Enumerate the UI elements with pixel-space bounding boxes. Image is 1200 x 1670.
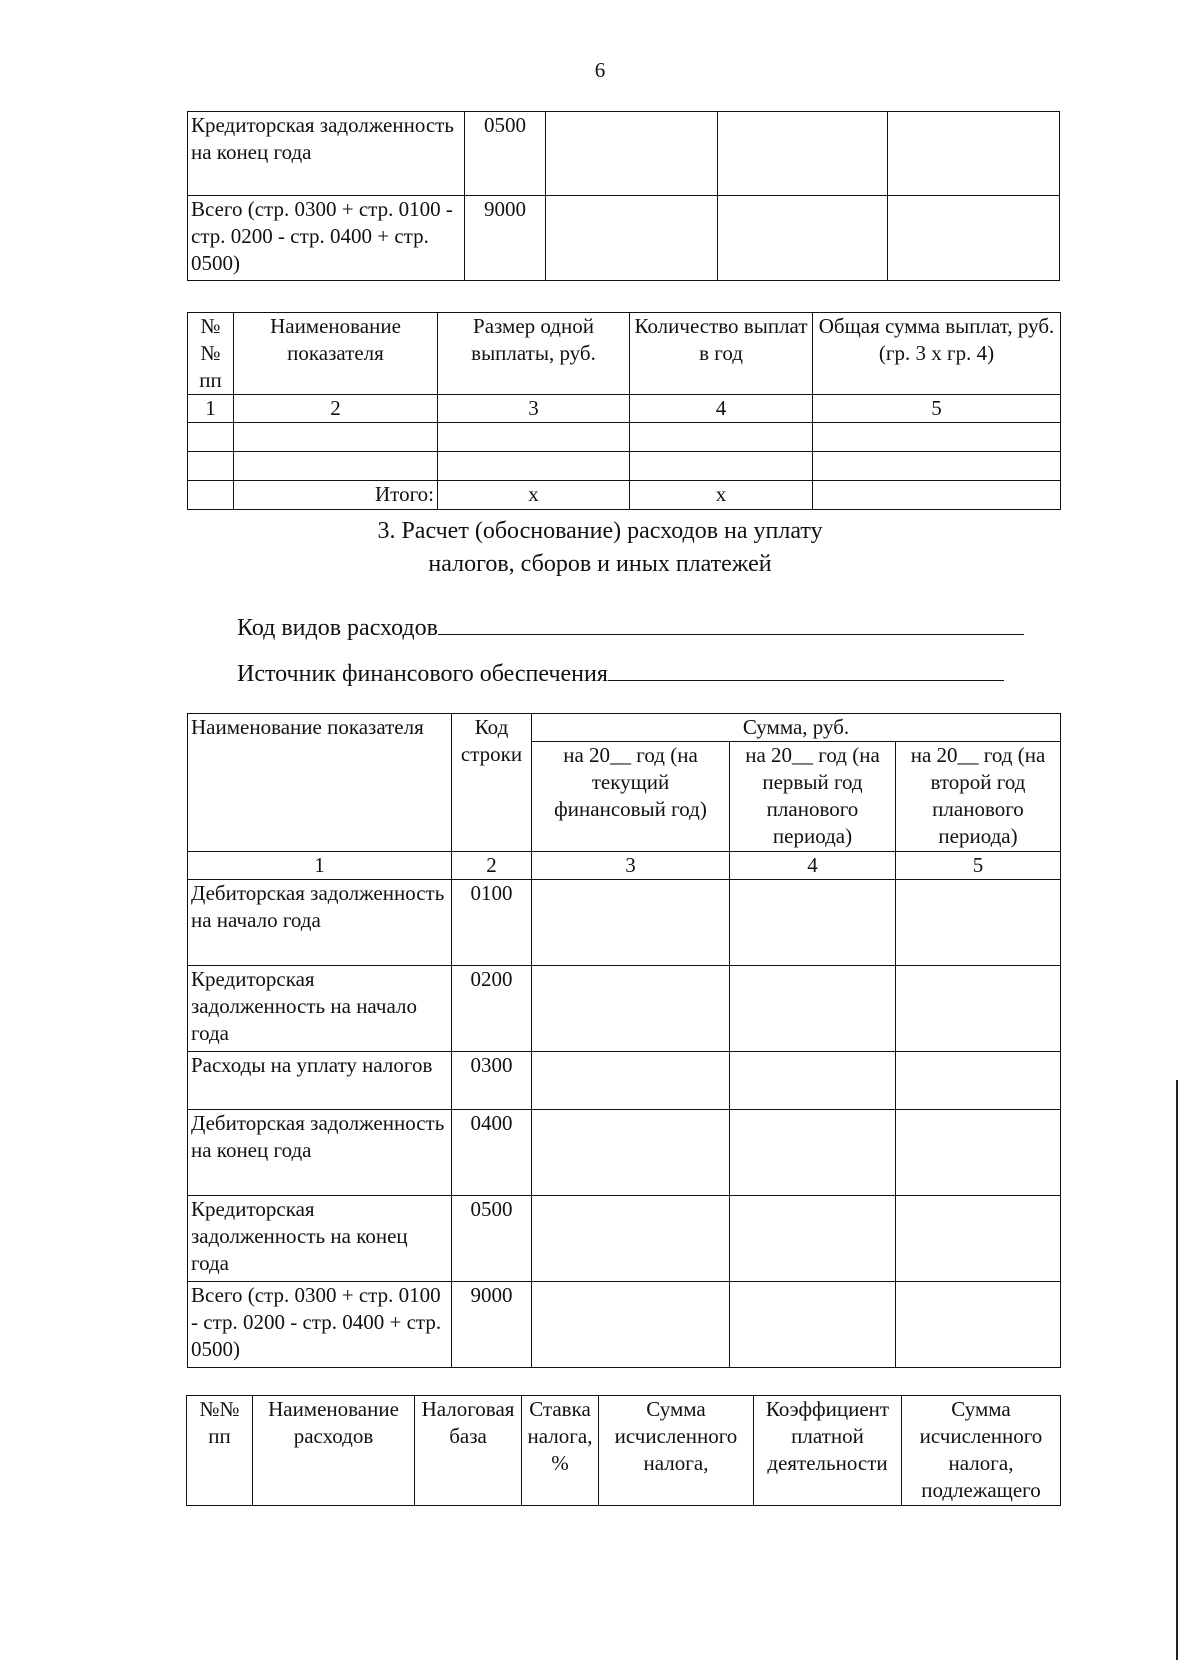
scan-margin-line bbox=[1176, 1080, 1178, 1660]
row-name: Кредиторская задолженность на конец года bbox=[188, 1196, 452, 1282]
empty-cell[interactable] bbox=[188, 423, 234, 452]
table-row bbox=[188, 1282, 1061, 1368]
row-name: Дебиторская задолженность на начало года bbox=[188, 880, 452, 966]
value-cell[interactable] bbox=[532, 1282, 730, 1368]
empty-cell[interactable] bbox=[630, 423, 813, 452]
value-cell[interactable] bbox=[730, 1282, 896, 1368]
value-cell[interactable] bbox=[546, 196, 718, 281]
expense-code-blank[interactable] bbox=[438, 612, 1024, 635]
expense-code-label: Код видов расходов bbox=[237, 615, 438, 641]
row-code: 0500 bbox=[452, 1196, 532, 1282]
value-cell[interactable] bbox=[532, 880, 730, 966]
total-label: Итого: bbox=[234, 481, 438, 510]
column-number: 4 bbox=[630, 395, 813, 423]
value-cell[interactable] bbox=[896, 1196, 1061, 1282]
column-number: 3 bbox=[438, 395, 630, 423]
funding-source-field bbox=[237, 658, 1004, 688]
empty-cell[interactable] bbox=[813, 423, 1061, 452]
row-code: 0500 bbox=[465, 112, 546, 196]
expense-code-field bbox=[237, 612, 1024, 642]
column-number: 5 bbox=[896, 852, 1061, 880]
total-sum-cell[interactable] bbox=[813, 481, 1061, 510]
value-cell[interactable] bbox=[896, 966, 1061, 1052]
column-number: 2 bbox=[234, 395, 438, 423]
row-name: Всего (стр. 0300 + стр. 0100 - стр. 0200 - стр. 0400 + стр. 0500) bbox=[188, 1282, 452, 1368]
header-indicator-name: Наименование показателя bbox=[188, 714, 452, 852]
section-title-line-1: 3. Расчет (обоснование) расходов на уплату bbox=[377, 518, 823, 544]
row-code: 0100 bbox=[452, 880, 532, 966]
row-code: 0200 bbox=[452, 966, 532, 1052]
row-code: 0300 bbox=[452, 1052, 532, 1110]
header-payment-size: Размер одной выплаты, руб. bbox=[438, 313, 630, 395]
header-payments-count: Количество выплат в год bbox=[630, 313, 813, 395]
header-row-code: Код строки bbox=[452, 714, 532, 852]
page-number: 6 bbox=[594, 58, 606, 82]
table-header-row bbox=[188, 714, 1061, 742]
value-cell[interactable] bbox=[532, 1196, 730, 1282]
value-cell[interactable] bbox=[888, 112, 1060, 196]
value-cell[interactable] bbox=[730, 1110, 896, 1196]
table-row bbox=[188, 423, 1061, 452]
row-name: Кредиторская задолженность на конец года bbox=[188, 112, 465, 196]
empty-cell[interactable] bbox=[234, 423, 438, 452]
table-row bbox=[188, 452, 1061, 481]
header-number: №№ пп bbox=[188, 313, 234, 395]
funding-source-blank[interactable] bbox=[608, 658, 1004, 681]
header-indicator-name: Наименование показателя bbox=[234, 313, 438, 395]
value-cell[interactable] bbox=[896, 1282, 1061, 1368]
funding-source-label: Источник финансового обеспечения bbox=[237, 661, 608, 687]
value-cell[interactable] bbox=[730, 966, 896, 1052]
value-cell[interactable] bbox=[888, 196, 1060, 281]
debt-summary-table-continuation bbox=[187, 111, 1060, 281]
value-cell[interactable] bbox=[896, 1052, 1061, 1110]
total-x-mark: х bbox=[630, 481, 813, 510]
header-sum: Сумма, руб. bbox=[532, 714, 1061, 742]
row-name: Кредиторская задолженность на начало года bbox=[188, 966, 452, 1052]
table-row bbox=[188, 196, 1060, 281]
table-row bbox=[188, 112, 1060, 196]
column-number: 1 bbox=[188, 395, 234, 423]
empty-cell[interactable] bbox=[188, 481, 234, 510]
row-code: 9000 bbox=[452, 1282, 532, 1368]
empty-cell[interactable] bbox=[630, 452, 813, 481]
value-cell[interactable] bbox=[718, 196, 888, 281]
row-code: 0400 bbox=[452, 1110, 532, 1196]
header-current-year: на 20__ год (на текущий финансовый год) bbox=[532, 742, 730, 852]
payments-table bbox=[187, 312, 1061, 510]
value-cell[interactable] bbox=[532, 1052, 730, 1110]
header-expense-name: Наименование расходов bbox=[253, 1396, 415, 1506]
value-cell[interactable] bbox=[896, 1110, 1061, 1196]
column-number: 2 bbox=[452, 852, 532, 880]
header-paid-activity-coefficient: Коэффициент платной деятельности bbox=[754, 1396, 902, 1506]
column-number: 4 bbox=[730, 852, 896, 880]
table-row bbox=[188, 1052, 1061, 1110]
table-header-row bbox=[187, 1396, 1061, 1506]
table-row bbox=[188, 880, 1061, 966]
value-cell[interactable] bbox=[718, 112, 888, 196]
header-tax-rate: Ставка налога, % bbox=[522, 1396, 599, 1506]
row-name: Расходы на уплату налогов bbox=[188, 1052, 452, 1110]
total-row bbox=[188, 481, 1061, 510]
header-tax-base: Налоговая база bbox=[415, 1396, 522, 1506]
row-name: Всего (стр. 0300 + стр. 0100 - стр. 0200 - стр. 0400 + стр. 0500) bbox=[188, 196, 465, 281]
value-cell[interactable] bbox=[896, 880, 1061, 966]
header-first-planning-year: на 20__ год (на первый год планового периода) bbox=[730, 742, 896, 852]
column-numbers-row bbox=[188, 395, 1061, 423]
value-cell[interactable] bbox=[730, 880, 896, 966]
empty-cell[interactable] bbox=[438, 423, 630, 452]
value-cell[interactable] bbox=[730, 1196, 896, 1282]
empty-cell[interactable] bbox=[188, 452, 234, 481]
row-name: Дебиторская задолженность на конец года bbox=[188, 1110, 452, 1196]
value-cell[interactable] bbox=[532, 966, 730, 1052]
column-number: 5 bbox=[813, 395, 1061, 423]
column-numbers-row bbox=[188, 852, 1061, 880]
header-tax-payable: Сумма исчисленного налога, подлежащего bbox=[902, 1396, 1061, 1506]
row-code: 9000 bbox=[465, 196, 546, 281]
tax-calculation-table bbox=[186, 1395, 1061, 1506]
header-second-planning-year: на 20__ год (на второй год планового периода) bbox=[896, 742, 1061, 852]
value-cell[interactable] bbox=[532, 1110, 730, 1196]
column-number: 3 bbox=[532, 852, 730, 880]
header-total-sum: Общая сумма выплат, руб. (гр. 3 х гр. 4) bbox=[813, 313, 1061, 395]
table-header-row bbox=[188, 313, 1061, 395]
empty-cell[interactable] bbox=[438, 452, 630, 481]
table-row bbox=[188, 966, 1061, 1052]
header-number: №№ пп bbox=[187, 1396, 253, 1506]
taxes-summary-table bbox=[187, 713, 1061, 1368]
table-row bbox=[188, 1110, 1061, 1196]
empty-cell[interactable] bbox=[813, 452, 1061, 481]
header-calculated-tax: Сумма исчисленного налога, bbox=[599, 1396, 754, 1506]
value-cell[interactable] bbox=[730, 1052, 896, 1110]
section-title-line-2: налогов, сборов и иных платежей bbox=[428, 551, 772, 577]
value-cell[interactable] bbox=[546, 112, 718, 196]
total-x-mark: х bbox=[438, 481, 630, 510]
empty-cell[interactable] bbox=[234, 452, 438, 481]
column-number: 1 bbox=[188, 852, 452, 880]
table-row bbox=[188, 1196, 1061, 1282]
